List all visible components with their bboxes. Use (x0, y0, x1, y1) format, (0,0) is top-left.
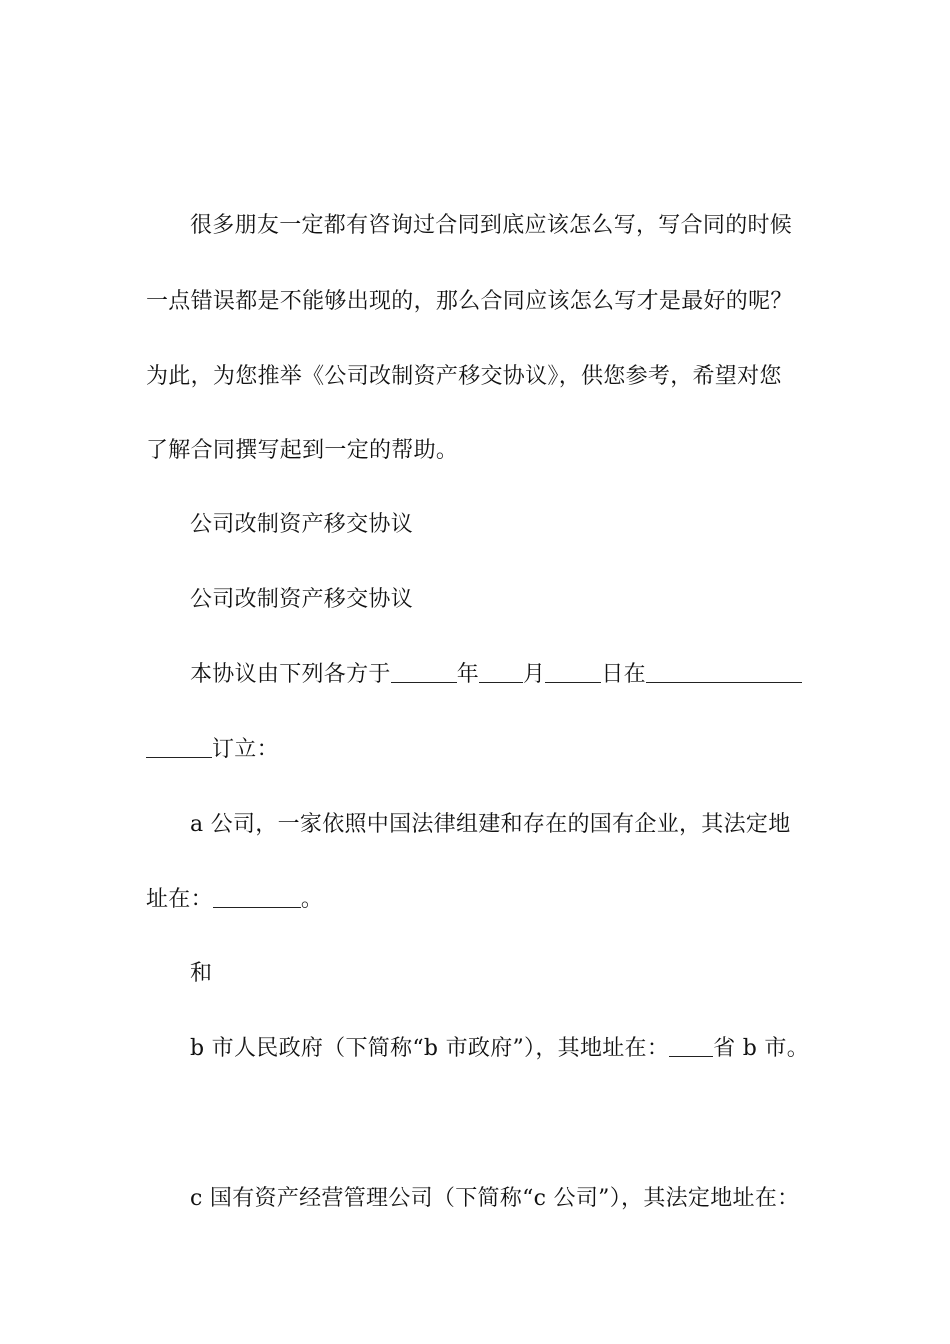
party-a-address-label: 址在： (146, 887, 213, 912)
party-b-prefix: b 市人民政府（下简称“b 市政府”），其地址在： (190, 1036, 670, 1061)
document-title-2: 公司改制资产移交协议 (190, 587, 414, 612)
party-a-line-2 (146, 885, 826, 915)
place-blank (646, 660, 802, 683)
year-label: 年 (456, 662, 480, 687)
month-blank (479, 660, 523, 683)
party-b-province-blank (669, 1034, 713, 1057)
intro-line-1: 很多朋友一定都有咨询过合同到底应该怎么写，写合同的时候 (190, 213, 793, 238)
and-text: 和 (190, 961, 213, 986)
party-c-line: c 国有资产经营管理公司（下简称“c 公司”），其法定地址在： (190, 1186, 800, 1211)
intro-line-2: 一点错误都是不能够出现的，那么合同应该怎么写才是最好的呢？ (146, 289, 793, 314)
document-title-1: 公司改制资产移交协议 (190, 512, 414, 537)
intro-line-4: 了解合同撰写起到一定的帮助。 (146, 438, 459, 463)
agreement-suffix-line (146, 735, 826, 765)
day-label: 日在 (601, 662, 646, 687)
year-blank (391, 660, 457, 683)
agreement-prefix: 本协议由下列各方于 (190, 662, 391, 687)
day-blank (545, 660, 601, 683)
party-b-suffix: 省 b 市。 (713, 1036, 810, 1061)
party-a-line-1: a 公司，一家依照中国法律组建和存在的国有企业，其法定地 (190, 812, 791, 837)
intro-line-3: 为此，为您推举《公司改制资产移交协议》，供您参考，希望对您 (146, 364, 782, 389)
party-a-address-blank (213, 885, 301, 908)
party-a-address-end: 。 (300, 887, 324, 912)
agreement-date-line (190, 660, 870, 690)
agreement-suffix: 订立： (212, 737, 279, 762)
place-blank-continued (146, 735, 212, 758)
party-b-line (190, 1034, 870, 1064)
month-label: 月 (523, 662, 546, 687)
